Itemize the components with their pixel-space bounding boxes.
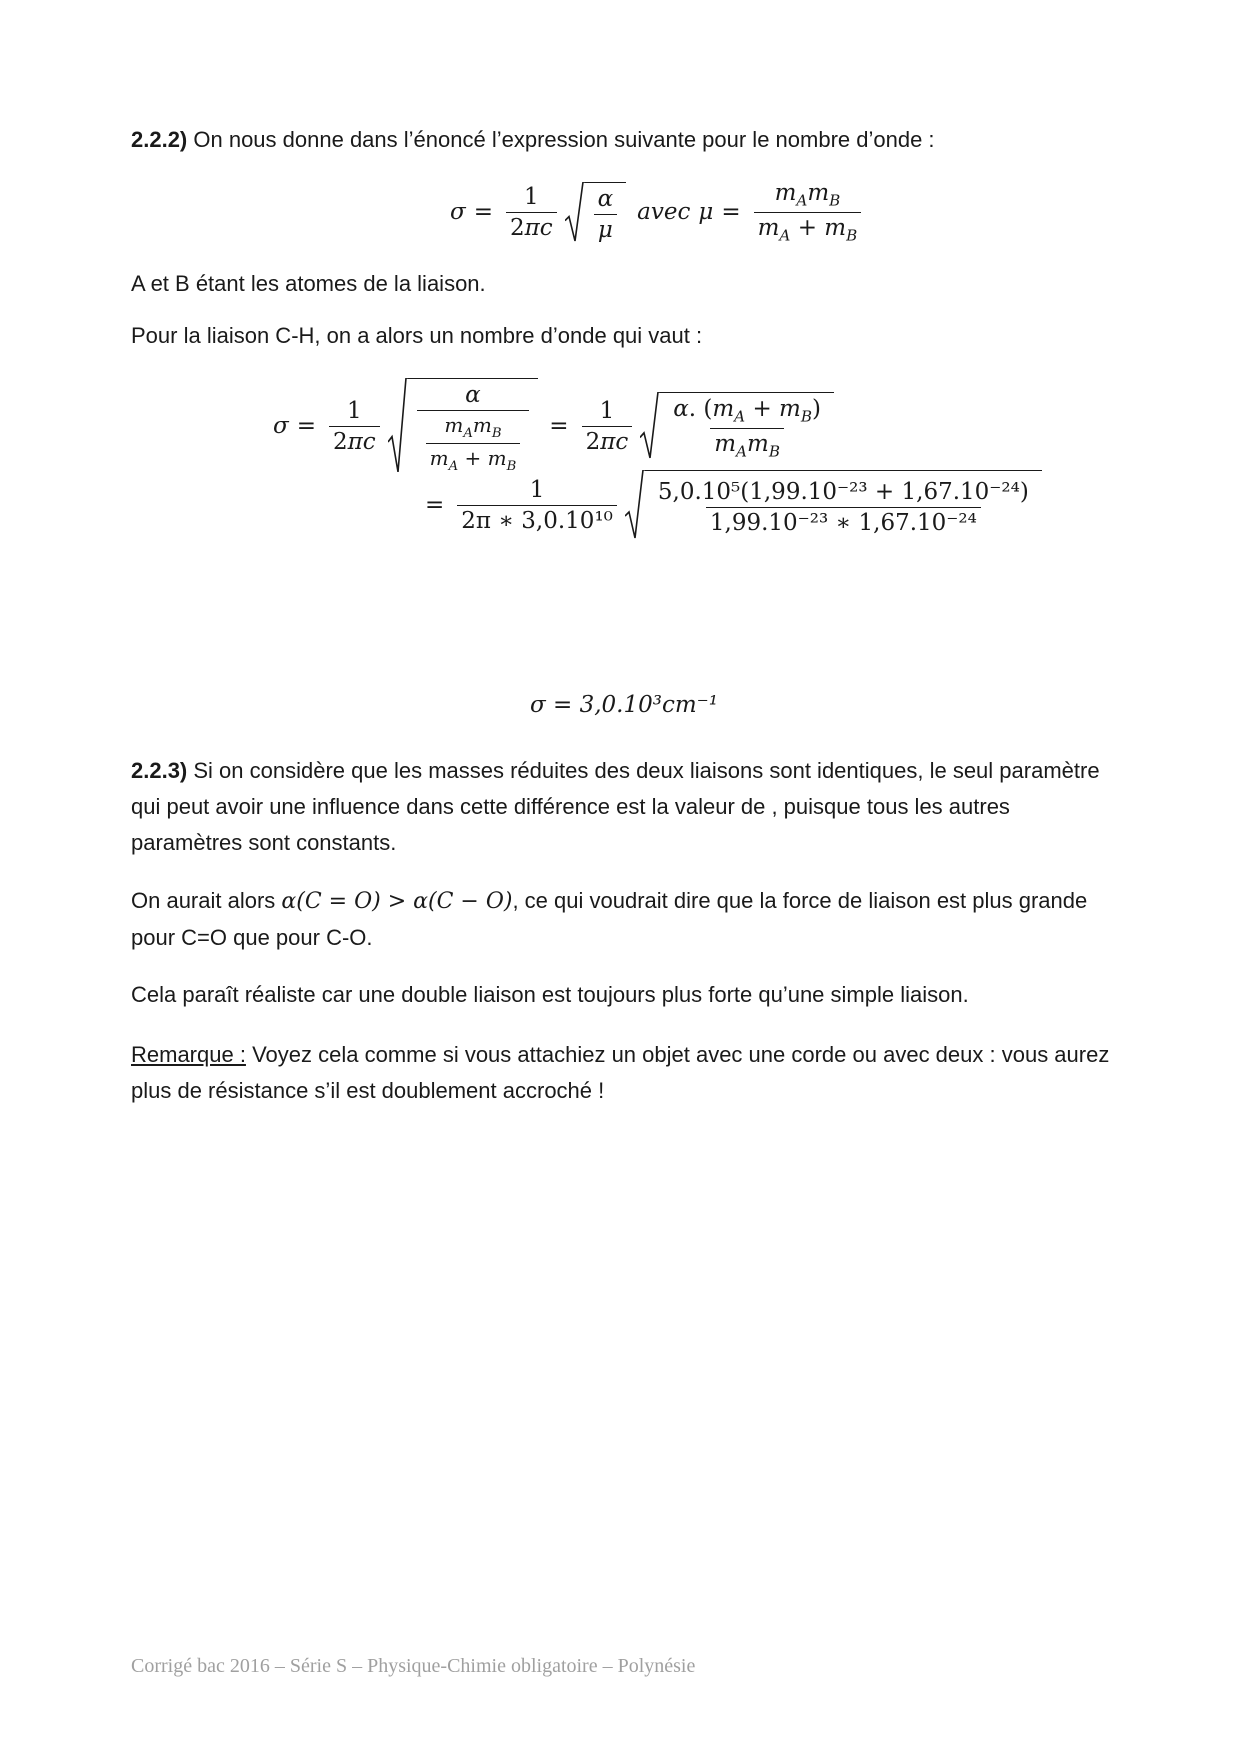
section-2-2-3-body: Si on considère que les masses réduites des deux liaisons sont identiques, le seul paramètre qui peut avoir une influence dans cette différence est la valeur de , puisque tous les autres paramètres sont constants. [131, 758, 1100, 855]
intro-text: On nous donne dans l’énoncé l’expression suivante pour le nombre d’onde : [187, 127, 935, 152]
result-value: σ = 3,0.10³cm⁻¹ [530, 692, 719, 718]
avec-word: avec [637, 199, 691, 226]
equation-result [530, 692, 718, 718]
alors-prefix: On aurait alors [131, 888, 282, 913]
remarque-label: Remarque : [131, 1042, 246, 1067]
realiste-sentence: Cela paraît réaliste car une double liaison est toujours plus forte qu’une simple liaison. [131, 982, 969, 1007]
remarque-paragraph [131, 1037, 1111, 1109]
atoms-sentence: A et B étant les atomes de la liaison. [131, 271, 486, 296]
section-label: 2.2.2) [131, 127, 188, 152]
equation-wavenumber-definition: σ = $\frac{1}{2\pi c}$ $\frac{\alpha}{\mu}$ avec μ = $\frac{m_Am_B}{m_A + m_B}$ [450, 180, 866, 244]
alors-paragraph [131, 883, 1111, 956]
numeric-numerator: 5,0.10⁵(1,99.10⁻²³ + 1,67.10⁻²⁴) [657, 478, 1029, 505]
page-footer: Corrigé bac 2016 – Série S – Physique-Chimie obligatoire – Polynésie [131, 1655, 696, 1677]
section-2-2-3-text [131, 753, 1111, 861]
numeric-prefactor-denominator: 2π ∗ 3,0.10¹⁰ [457, 505, 617, 534]
equation-ch-symbolic: σ = $\frac{1}{2\pi c}$ $\frac{\alpha}{\frac{m_Am_B}{m_A + m_B}}$ = $\frac{1}{2\pi c}$ $\frac{\alpha. (m_A + m_B)}{m_Am_B}$ [273, 378, 837, 474]
ch-bond-sentence: Pour la liaison C-H, on a alors un nombre d’onde qui vaut : [131, 323, 703, 348]
numeric-denominator: 1,99.10⁻²³ ∗ 1,67.10⁻²⁴ [706, 507, 981, 536]
section-2-2-2-intro [131, 122, 1111, 158]
section-label: 2.2.3) [131, 758, 188, 783]
alors-suffix: , ce qui voudrait dire que la force de liaison est plus grande pour C=O que pour C-O. [131, 888, 1088, 950]
remarque-text: Voyez cela comme si vous attachiez un objet avec une corde ou avec deux : vous aurez plus de résistance s’il est doublement accroché ! [131, 1042, 1110, 1103]
alors-inequality: α(C = O) > α(C − O) [281, 889, 513, 914]
equation-ch-numeric: = $\frac{1}{\text{2π ∗ 3,0.10¹⁰}}$ $\frac{\text{5,0.10⁵(1,99.10⁻²³ + 1,67.10⁻²⁴)}}{\text{1,99.10⁻²³ ∗ 1,67.10⁻²⁴}}$ [425, 470, 1045, 540]
